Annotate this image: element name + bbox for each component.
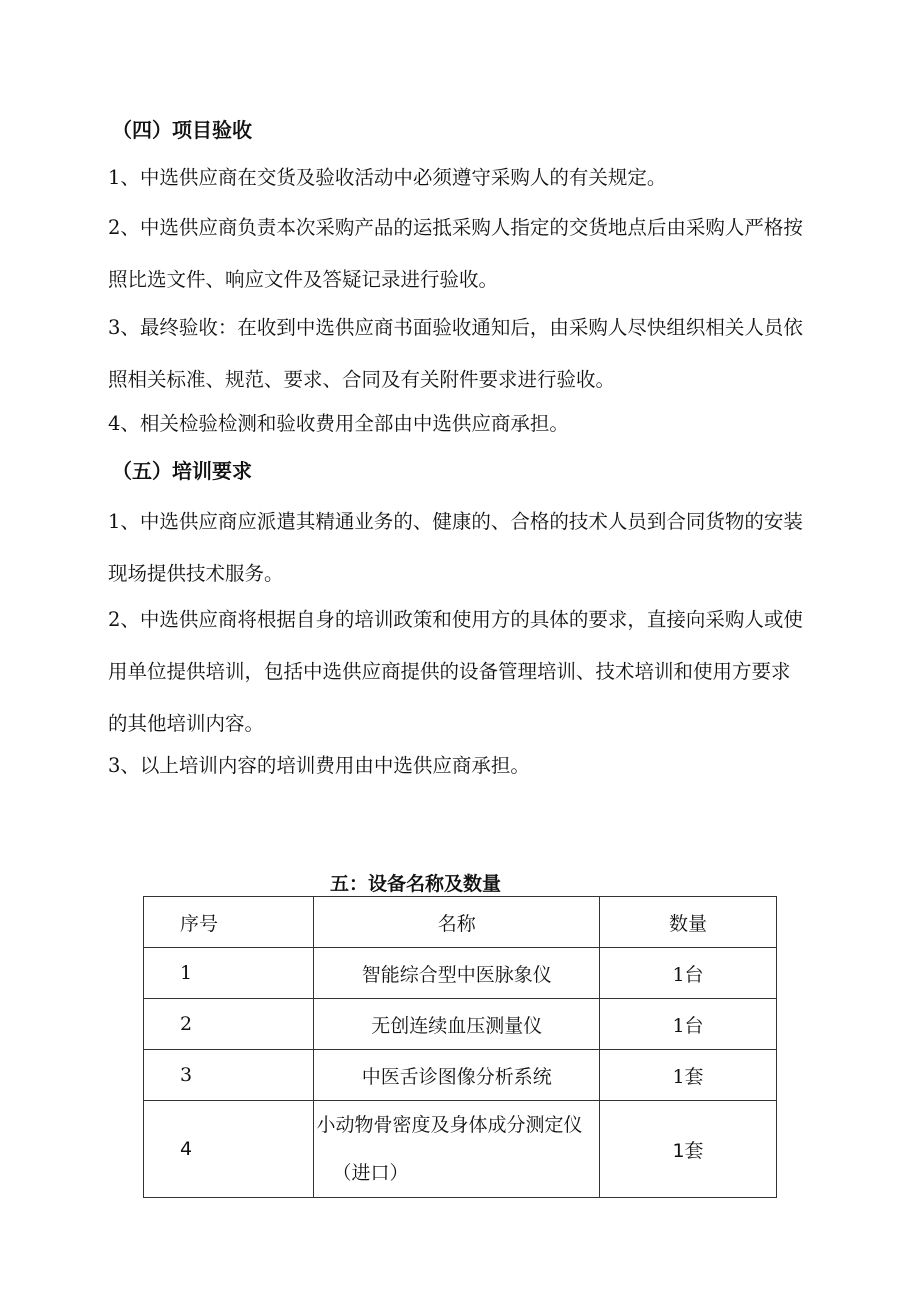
section-heading-training: （五）培训要求 <box>112 459 252 483</box>
paragraph-line: 1、中选供应商在交货及验收活动中必须遵守采购人的有关规定。 <box>108 166 667 189</box>
table-row <box>144 1050 777 1101</box>
header-name: 名称 <box>314 897 600 948</box>
acceptance-item-3 <box>108 302 816 406</box>
table-row <box>144 1101 777 1198</box>
training-item-2 <box>108 594 816 750</box>
row-index: 4 <box>144 1101 314 1198</box>
paragraph-line: 4、相关检验检测和验收费用全部由中选供应商承担。 <box>108 412 569 435</box>
row-quantity: 1套 <box>600 1050 777 1101</box>
table-row <box>144 999 777 1050</box>
paragraph-line: 照比选文件、响应文件及答疑记录进行验收。 <box>108 268 499 291</box>
row-index: 3 <box>144 1050 314 1101</box>
training-item-3 <box>108 740 816 792</box>
table-row <box>144 948 777 999</box>
acceptance-item-4 <box>108 398 816 450</box>
paragraph-line: 2、中选供应商将根据自身的培训政策和使用方的具体的要求，直接向采购人或使 <box>108 608 803 631</box>
row-name: 无创连续血压测量仪 <box>314 999 600 1050</box>
paragraph-line: 1、中选供应商应派遣其精通业务的、健康的、合格的技术人员到合同货物的安装 <box>108 510 803 533</box>
row-quantity: 1台 <box>600 948 777 999</box>
paragraph-line: 现场提供技术服务。 <box>108 562 284 585</box>
paragraph-line: 的其他培训内容。 <box>108 712 265 735</box>
equipment-table-title: 五：设备名称及数量 <box>330 873 502 895</box>
row-index: 2 <box>144 999 314 1050</box>
row-name: 智能综合型中医脉象仪 <box>314 948 600 999</box>
header-quantity: 数量 <box>600 897 777 948</box>
section-heading-acceptance: （四）项目验收 <box>112 118 252 142</box>
acceptance-item-1 <box>108 152 816 204</box>
header-index: 序号 <box>144 897 314 948</box>
row-quantity: 1台 <box>600 999 777 1050</box>
row-index: 1 <box>144 948 314 999</box>
row-name-line: （进口） <box>332 1162 409 1184</box>
equipment-table <box>143 896 777 1198</box>
table-header-row <box>144 897 777 948</box>
row-name <box>314 1101 600 1198</box>
paragraph-line: 3、最终验收：在收到中选供应商书面验收通知后，由采购人尽快组织相关人员依 <box>108 316 803 339</box>
paragraph-line: 用单位提供培训，包括中选供应商提供的设备管理培训、技术培训和使用方要求 <box>108 660 791 683</box>
row-name-line: 小动物骨密度及身体成分测定仪 <box>316 1114 583 1136</box>
row-name: 中医舌诊图像分析系统 <box>314 1050 600 1101</box>
paragraph-line: 3、以上培训内容的培训费用由中选供应商承担。 <box>108 754 530 777</box>
paragraph-line: 2、中选供应商负责本次采购产品的运抵采购人指定的交货地点后由采购人严格按 <box>108 216 803 239</box>
paragraph-line: 照相关标准、规范、要求、合同及有关附件要求进行验收。 <box>108 368 616 391</box>
acceptance-item-2 <box>108 202 816 306</box>
training-item-1 <box>108 496 816 600</box>
row-quantity: 1套 <box>600 1101 777 1198</box>
